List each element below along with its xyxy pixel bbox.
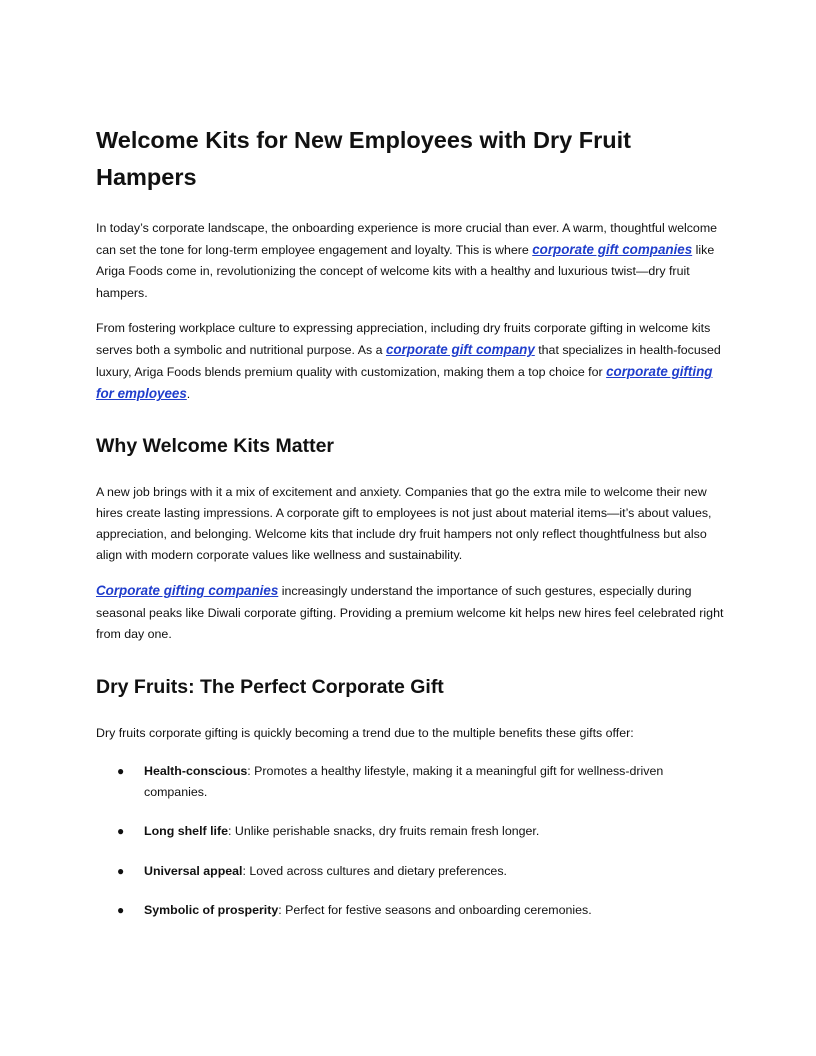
- intro-p2-text-a: From fostering workplace culture to expressing appreciation, including dry fruits corporate gifting in welcome kits serves both a symbolic and nutritional purpose. As a: [96, 320, 711, 358]
- why-paragraph-1: A new job brings with it a mix of excitement and anxiety. Companies that go the extra mile to welcome their new hires create lasting impressions. A corporate gift to employees is not just about material items—it’s about values, appreciation, and belonging. Welcome kits that include dry fruit hampers not only reflect thoughtfulness but also align with modern corporate values like wellness and sustainability.: [96, 484, 712, 563]
- bullet-icon: ●: [117, 764, 125, 779]
- intro-p1-text-a: In today’s corporate landscape, the onboarding experience is more crucial than ever. A warm, thoughtful welcome can set the tone for long-term employee engagement and loyalty. This is where: [96, 221, 718, 258]
- intro-p2-text-b: that specializes in health-focused luxury, Ariga Foods blends premium quality with customization, making them a top choice for: [96, 343, 721, 380]
- document-body: [96, 122, 724, 940]
- list-item: [96, 821, 724, 842]
- dry-fruits-heading: Dry Fruits: The Perfect Corporate Gift: [96, 676, 444, 699]
- intro-p1-text-b: like Ariga Foods come in, revolutionizing the concept of welcome kits with a healthy and luxurious twist—dry fruit hampers.: [96, 243, 715, 300]
- bullet-icon: ●: [117, 824, 125, 839]
- list-item: [96, 861, 724, 882]
- list-item-text: : Loved across cultures and dietary preferences.: [242, 863, 507, 878]
- corporate-gifting-companies-link[interactable]: Corporate gifting companies: [96, 583, 279, 599]
- corporate-gift-companies-link[interactable]: corporate gift companies: [532, 242, 693, 258]
- list-item-text: : Unlike perishable snacks, dry fruits remain fresh longer.: [227, 824, 540, 839]
- why-heading: Why Welcome Kits Matter: [96, 434, 335, 457]
- list-item-term: Universal appeal: [144, 863, 243, 878]
- bullet-icon: ●: [117, 903, 125, 918]
- list-item-term: Long shelf life: [144, 824, 228, 839]
- benefits-list: [96, 761, 724, 921]
- list-item-term: Symbolic of prosperity: [144, 903, 279, 918]
- list-item-text: : Promotes a healthy lifestyle, making it a meaningful gift for wellness-driven companies.: [144, 764, 664, 799]
- list-item-text: : Perfect for festive seasons and onboarding ceremonies.: [278, 903, 592, 918]
- intro-p2-text-c: .: [186, 387, 191, 402]
- list-item: [96, 900, 724, 921]
- intro-paragraph-1: [96, 218, 724, 304]
- corporate-gift-company-link[interactable]: corporate gift company: [385, 342, 535, 358]
- why-paragraph-2: [96, 580, 724, 645]
- list-item-term: Health-conscious: [144, 764, 248, 779]
- intro-paragraph-2: [96, 318, 724, 406]
- bullet-icon: ●: [117, 863, 125, 878]
- dry-fruits-intro: Dry fruits corporate gifting is quickly becoming a trend due to the multiple benefits these gifts offer:: [96, 726, 634, 741]
- list-item: [96, 761, 724, 802]
- corporate-gifting-for-employees-link[interactable]: corporate gifting for employees: [96, 364, 713, 402]
- why-p2-text: increasingly understand the importance of such gestures, especially during seasonal peaks like Diwali corporate gifting. Providing a premium welcome kit helps new hires feel celebrated right from day one.: [96, 584, 724, 641]
- page-title: Welcome Kits for New Employees with Dry Fruit Hampers: [96, 127, 631, 190]
